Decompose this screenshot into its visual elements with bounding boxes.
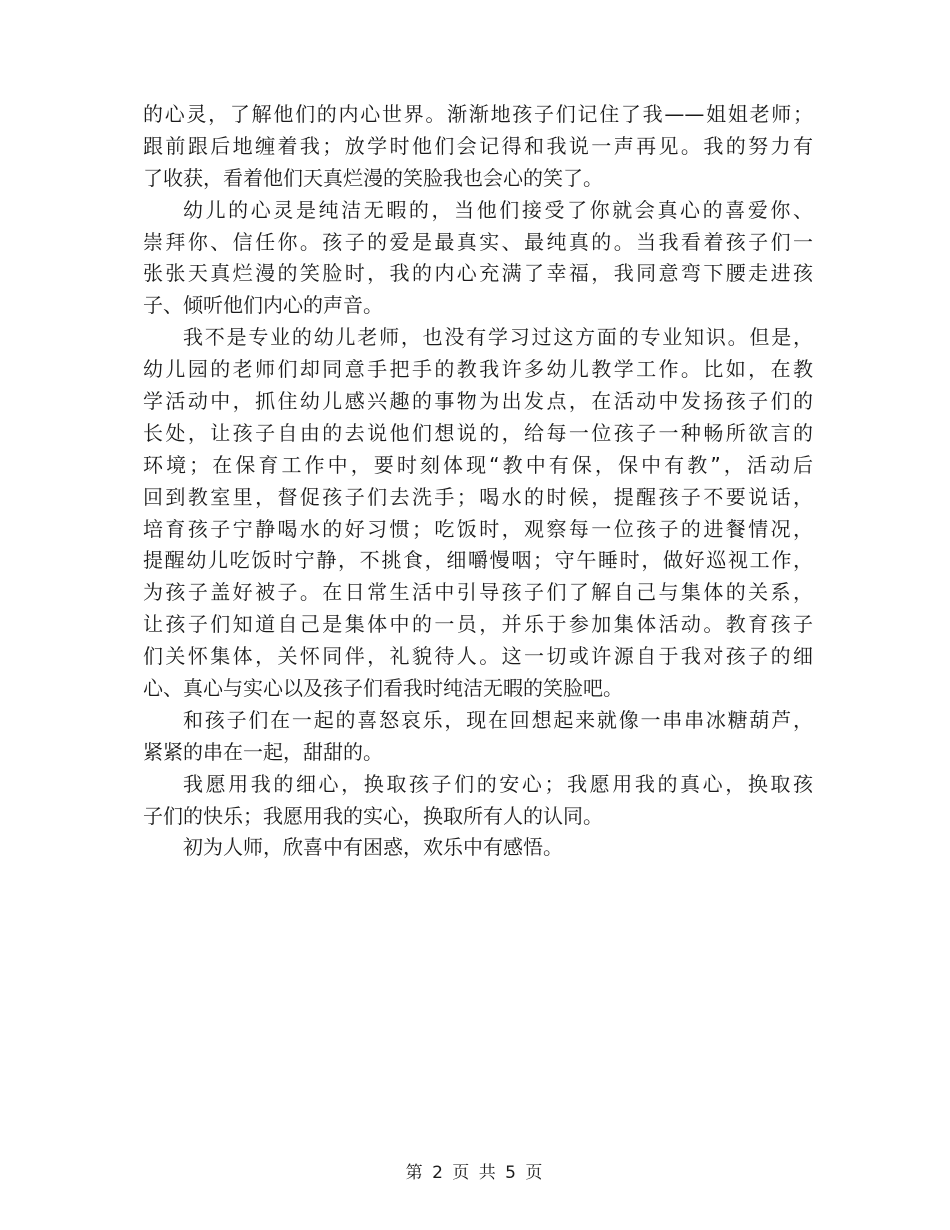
text-line: 子、倾听他们内心的声音。	[143, 293, 383, 318]
paragraph	[143, 705, 813, 769]
text-line: 跟前跟后地缠着我；放学时他们会记得和我说一声再见。我的努力有	[143, 133, 813, 158]
text-line: 的心灵，了解他们的内心世界。渐渐地孩子们记住了我——姐姐老师；	[143, 102, 813, 126]
paragraph	[143, 832, 813, 864]
text-line: 和孩子们在一起的喜怒哀乐，现在回想起来就像一串串冰糖葫芦，	[183, 707, 813, 732]
text-line: 我不是专业的幼儿老师，也没有学习过这方面的专业知识。但是，	[183, 325, 813, 350]
text-line: 我愿用我的细心，换取孩子们的安心；我愿用我的真心，换取孩	[183, 771, 813, 796]
text-line: 为孩子盖好被子。在日常生活中引导孩子们了解自己与集体的关系，	[143, 580, 813, 605]
document-body	[143, 99, 813, 864]
text-line: 长处，让孩子自由的去说他们想说的，给每一位孩子一种畅所欲言的	[143, 420, 813, 445]
page-footer: 第 2 页 共 5 页	[405, 1163, 545, 1183]
text-line: 子们的快乐；我愿用我的实心，换取所有人的认同。	[143, 803, 603, 828]
text-line: 紧紧的串在一起，甜甜的。	[143, 739, 383, 764]
text-line: 回到教室里，督促孩子们去洗手；喝水的时候，提醒孩子不要说话，	[143, 484, 813, 509]
text-line: 幼儿的心灵是纯洁无暇的，当他们接受了你就会真心的喜爱你、	[183, 197, 813, 222]
text-line: 心、真心与实心以及孩子们看我时纯洁无暇的笑脸吧。	[143, 676, 623, 701]
paragraph	[143, 99, 813, 195]
text-line: 们关怀集体，关怀同伴，礼貌待人。这一切或许源自于我对孩子的细	[143, 644, 813, 669]
text-line: 初为人师，欣喜中有困惑，欢乐中有感悟。	[183, 835, 563, 860]
paragraph	[143, 322, 813, 705]
paragraph	[143, 195, 813, 323]
paragraph	[143, 769, 813, 833]
text-line: 让孩子们知道自己是集体中的一员，并乐于参加集体活动。教育孩子	[143, 612, 813, 637]
text-line: 崇拜你、信任你。孩子的爱是最真实、最纯真的。当我看着孩子们一	[143, 229, 813, 254]
text-line: 提醒幼儿吃饭时宁静，不挑食，细嚼慢咽；守午睡时，做好巡视工作，	[143, 548, 813, 573]
text-line: 环境；在保育工作中，要时刻体现“教中有保，保中有教”，活动后	[143, 452, 813, 477]
text-line: 幼儿园的老师们却同意手把手的教我许多幼儿教学工作。比如，在教	[143, 357, 813, 382]
text-line: 培育孩子宁静喝水的好习惯；吃饭时，观察每一位孩子的进餐情况，	[143, 516, 813, 541]
text-line: 张张天真烂漫的笑脸时，我的内心充满了幸福，我同意弯下腰走进孩	[143, 261, 813, 286]
text-line: 了收获，看着他们天真烂漫的笑脸我也会心的笑了。	[143, 165, 603, 190]
text-line: 学活动中，抓住幼儿感兴趣的事物为出发点，在活动中发扬孩子们的	[143, 389, 813, 414]
